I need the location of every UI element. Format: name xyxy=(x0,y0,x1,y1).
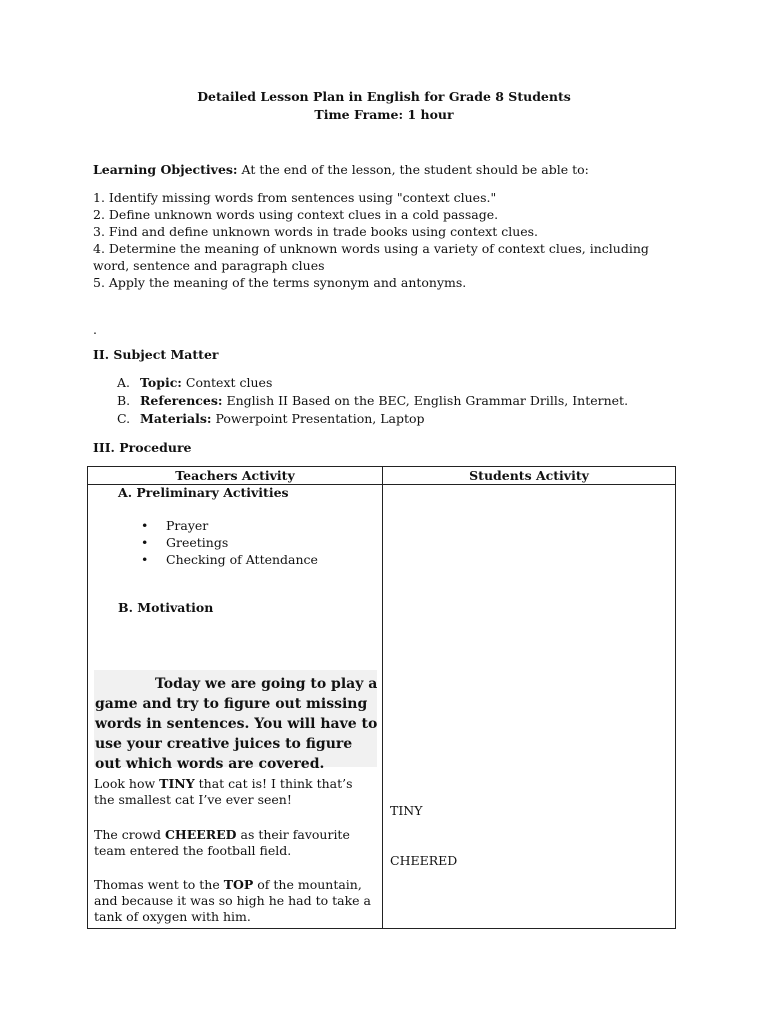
item-letter: C. xyxy=(117,411,131,426)
item-letter: A. xyxy=(117,375,131,390)
subject-matter-heading: II. Subject Matter xyxy=(93,347,219,362)
objective-item: 4. Determine the meaning of unknown words using a variety of context clues, including word, sentence and paragraph clues xyxy=(93,241,649,273)
sentence-post: as their favourite team entered the football field. xyxy=(94,827,350,858)
table-row xyxy=(88,485,676,929)
procedure-table xyxy=(87,466,676,929)
table-header-row xyxy=(88,467,676,485)
subject-matter-item xyxy=(117,411,425,426)
objective-item: 2. Define unknown words using context clues in a cold passage. xyxy=(93,207,499,222)
list-item: • Prayer xyxy=(166,517,318,534)
motivation-heading: B. Motivation xyxy=(118,600,214,615)
sentence-key-word: TINY xyxy=(159,776,195,791)
objective-item: 5. Apply the meaning of the terms synonym and antonyms. xyxy=(93,275,467,290)
item-value: Powerpoint Presentation, Laptop xyxy=(211,411,425,426)
objective-item: 3. Find and define unknown words in trade books using context clues. xyxy=(93,224,539,239)
procedure-heading: III. Procedure xyxy=(93,440,192,455)
sentence-top xyxy=(94,877,374,925)
preliminary-list xyxy=(166,517,318,568)
learning-objectives-label: Learning Objectives: xyxy=(93,162,238,177)
item-letter: B. xyxy=(117,393,131,408)
item-label: References: xyxy=(140,393,223,408)
subject-matter-item xyxy=(117,375,272,390)
list-item: • Checking of Attendance xyxy=(166,551,318,568)
time-frame: Time Frame: 1 hour xyxy=(314,107,454,122)
sentence-pre: Thomas went to the xyxy=(94,877,224,892)
subject-matter-item xyxy=(117,393,628,408)
students-activity-cell xyxy=(383,485,676,929)
teachers-activity-cell xyxy=(88,485,383,929)
sentence-cheered xyxy=(94,827,374,859)
stray-dot: . xyxy=(93,322,97,337)
sentence-pre: Look how xyxy=(94,776,160,791)
objective-item: 1. Identify missing words from sentences using "context clues." xyxy=(93,190,497,205)
learning-objectives-intro: At the end of the lesson, the student should be able to: xyxy=(237,162,589,177)
sentence-post: that cat is! I think that’s the smallest cat I’ve ever seen! xyxy=(94,776,353,807)
item-label: Topic: xyxy=(140,375,182,390)
learning-objectives-line xyxy=(93,161,589,178)
sentence-key-word: CHEERED xyxy=(164,827,237,842)
list-item: • Greetings xyxy=(166,534,318,551)
item-value: English II Based on the BEC, English Grammar Drills, Internet. xyxy=(222,393,629,408)
item-value: Context clues xyxy=(181,375,273,390)
student-answer: CHEERED xyxy=(390,853,458,868)
teachers-activity-header: Teachers Activity xyxy=(88,467,383,485)
sentence-pre: The crowd xyxy=(94,827,165,842)
preliminary-activities-heading: A. Preliminary Activities xyxy=(118,485,289,500)
item-label: Materials: xyxy=(140,411,212,426)
students-activity-header: Students Activity xyxy=(383,467,676,485)
sentence-key-word: TOP xyxy=(223,877,254,892)
sentence-post: of the mountain, and because it was so high he had to take a tank of oxygen with him. xyxy=(94,877,371,924)
sentence-tiny xyxy=(94,776,374,808)
student-answer: TINY xyxy=(390,803,423,818)
document-title: Detailed Lesson Plan in English for Grade 8 Students xyxy=(197,89,571,104)
motivation-text: Today we are going to play a game and try to figure out missing words in sentences. You will have to use your creative juices to figure out which words are covered. xyxy=(95,676,378,772)
